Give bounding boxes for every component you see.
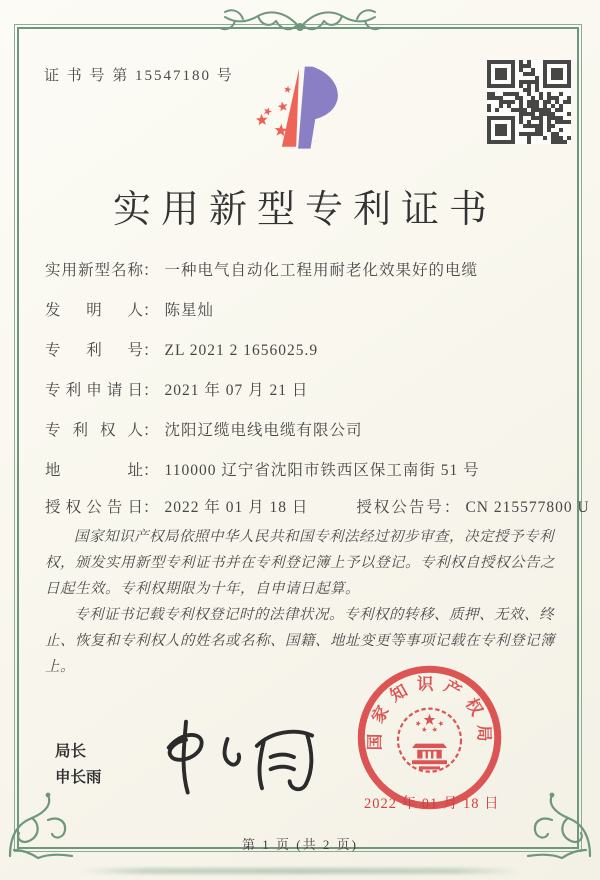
colon: ： — [443, 499, 460, 516]
colon: ： — [143, 462, 159, 479]
legal-paragraph-1: 国家知识产权局依照中华人民共和国专利法经过初步审查，决定授予专利权，颁发实用新型专利证书并在专利登记簿上予以登记。专利权自授权公告之日起生效。专利权期限为十年，自申请日起算。 — [45, 529, 555, 597]
colon: ： — [143, 382, 159, 399]
seal-text: 国家知识产权局 — [365, 674, 494, 751]
grant-number-group — [356, 499, 589, 516]
field-value: CN 215577800 U — [465, 499, 590, 516]
director-signature-icon — [148, 712, 338, 804]
page-number: 第 1 页 (共 2 页) — [242, 837, 358, 852]
field-label: 授权公告日 — [45, 499, 143, 516]
field-label: 专利申请日 — [45, 382, 143, 399]
field-label: 实用新型名称 — [45, 262, 143, 279]
field-value: 2021 年 07 月 21 日 — [164, 382, 309, 399]
seal-date: 2022 年 01 月 18 日 — [364, 796, 500, 812]
field-value: 2022 年 01 月 18 日 — [164, 499, 309, 516]
qr-code — [487, 60, 571, 144]
certificate-number: 证 书 号 第 15547180 号 — [44, 68, 234, 84]
colon: ： — [143, 499, 159, 516]
director-title: 局长 — [55, 743, 87, 760]
field-value: 陈星灿 — [164, 302, 215, 319]
next-page-edge — [80, 868, 520, 874]
field-label: 地址 — [45, 462, 143, 479]
field-row-name — [45, 258, 478, 280]
field-value: 110000 辽宁省沈阳市铁西区保工南街 51 号 — [164, 462, 480, 479]
colon: ： — [143, 262, 159, 279]
field-row-grant — [45, 495, 590, 517]
field-value: 沈阳辽缆电线电缆有限公司 — [164, 422, 363, 439]
field-value: 一种电气自动化工程用耐老化效果好的电缆 — [164, 262, 479, 279]
legal-paragraph-2: 专利证书记载专利权登记时的法律状况。专利权的转移、质押、无效、终止、恢复和专利权人的姓名或名称、国籍、地址变更等事项记载在专利登记簿上。 — [45, 607, 555, 675]
field-value: ZL 2021 2 1656025.9 — [164, 342, 319, 359]
certificate-title: 实用新型专利证书 — [112, 189, 497, 231]
field-label: 专利号 — [45, 342, 143, 359]
colon: ： — [143, 342, 159, 359]
field-row-address — [45, 458, 480, 480]
colon: ： — [143, 422, 159, 439]
colon: ： — [143, 302, 159, 319]
director-block — [55, 739, 102, 791]
field-row-patent-no — [45, 338, 318, 360]
cnipa-logo-icon — [238, 60, 362, 162]
field-label: 专利权人 — [45, 422, 143, 439]
field-label: 发明人 — [45, 302, 143, 319]
director-name: 申长雨 — [55, 769, 102, 786]
field-row-filing-date — [45, 378, 308, 400]
field-row-inventor — [45, 298, 214, 320]
field-label: 授权公告号 — [356, 499, 444, 516]
field-row-patentee — [45, 418, 363, 440]
